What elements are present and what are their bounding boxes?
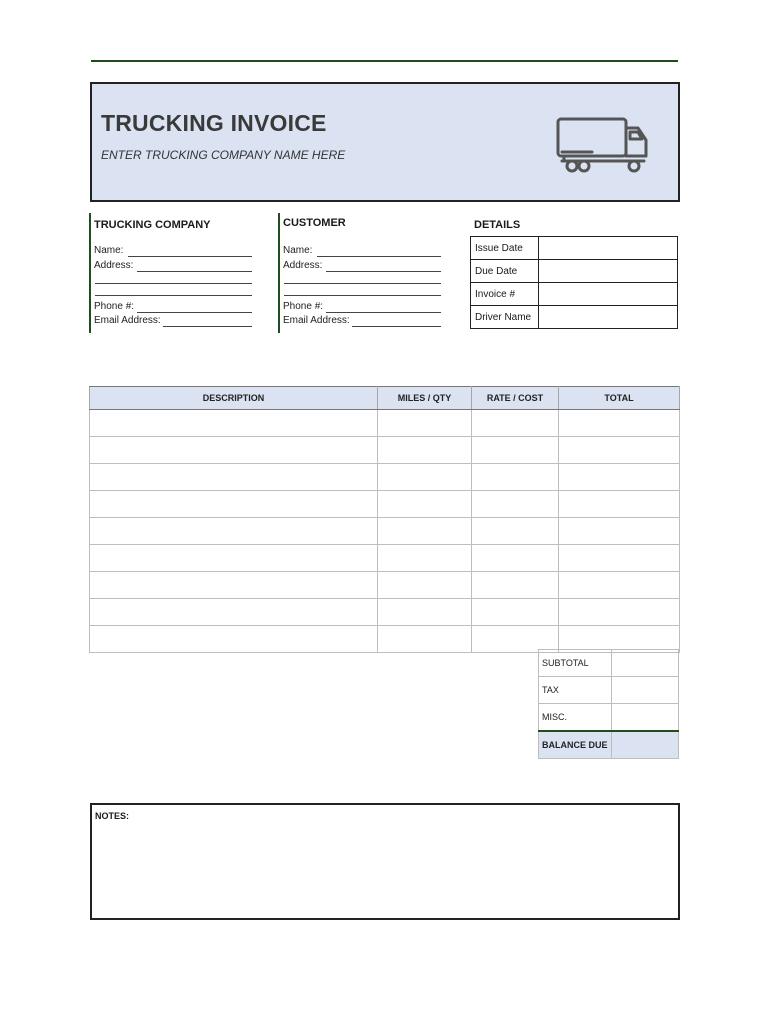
top-rule <box>91 60 678 62</box>
subtotal-label: SUBTOTAL <box>539 650 612 677</box>
customer-email-label: Email Address: <box>283 315 350 326</box>
customer-email-field[interactable] <box>352 326 441 327</box>
description-cell[interactable] <box>90 545 378 572</box>
details-heading: DETAILS <box>474 219 521 231</box>
rate-cost-cell[interactable] <box>472 599 559 626</box>
description-cell[interactable] <box>90 410 378 437</box>
company-email-label: Email Address: <box>94 315 161 326</box>
notes-label: NOTES: <box>95 811 130 821</box>
description-cell[interactable] <box>90 599 378 626</box>
total-cell[interactable] <box>559 518 680 545</box>
rate-cost-cell[interactable] <box>472 518 559 545</box>
customer-name-field[interactable] <box>317 256 441 257</box>
total-cell[interactable] <box>559 464 680 491</box>
rate-cost-cell[interactable] <box>472 572 559 599</box>
misc-label: MISC. <box>539 704 612 732</box>
invoice-number-field[interactable] <box>539 283 678 306</box>
tax-label: TAX <box>539 677 612 704</box>
trucking-company-heading: TRUCKING COMPANY <box>94 219 211 231</box>
description-cell[interactable] <box>90 572 378 599</box>
column-header-total: TOTAL <box>559 387 680 410</box>
driver-name-label: Driver Name <box>471 306 539 329</box>
company-address-label: Address: <box>94 260 134 271</box>
details-row-driver-name <box>471 306 678 329</box>
line-item-row <box>90 599 680 626</box>
miles-qty-cell[interactable] <box>378 518 472 545</box>
invoice-header <box>90 82 680 202</box>
rate-cost-cell[interactable] <box>472 464 559 491</box>
total-cell[interactable] <box>559 545 680 572</box>
misc-row <box>539 704 679 732</box>
company-address-line-2[interactable] <box>95 283 252 284</box>
details-table <box>470 236 678 329</box>
total-cell[interactable] <box>559 599 680 626</box>
rate-cost-cell[interactable] <box>472 410 559 437</box>
subtotal-row <box>539 650 679 677</box>
description-cell[interactable] <box>90 464 378 491</box>
balance-due-label: BALANCE DUE <box>539 731 612 759</box>
notes-box[interactable] <box>90 803 680 920</box>
description-cell[interactable] <box>90 491 378 518</box>
balance-due-value[interactable] <box>612 731 679 759</box>
miles-qty-cell[interactable] <box>378 491 472 518</box>
miles-qty-cell[interactable] <box>378 599 472 626</box>
due-date-field[interactable] <box>539 260 678 283</box>
issue-date-field[interactable] <box>539 237 678 260</box>
customer-name-label: Name: <box>283 245 313 256</box>
line-item-row <box>90 491 680 518</box>
description-cell[interactable] <box>90 626 378 653</box>
column-header-miles-qty: MILES / QTY <box>378 387 472 410</box>
miles-qty-cell[interactable] <box>378 437 472 464</box>
due-date-label: Due Date <box>471 260 539 283</box>
invoice-number-label: Invoice # <box>471 283 539 306</box>
description-cell[interactable] <box>90 437 378 464</box>
company-email-field[interactable] <box>163 326 252 327</box>
customer-phone-field[interactable] <box>326 312 441 313</box>
line-item-row <box>90 572 680 599</box>
miles-qty-cell[interactable] <box>378 545 472 572</box>
driver-name-field[interactable] <box>539 306 678 329</box>
column-header-description: DESCRIPTION <box>90 387 378 410</box>
truck-icon <box>552 114 652 174</box>
description-cell[interactable] <box>90 518 378 545</box>
line-item-row <box>90 545 680 572</box>
line-items-table <box>89 386 680 653</box>
miles-qty-cell[interactable] <box>378 572 472 599</box>
customer-address-line-2[interactable] <box>284 283 441 284</box>
totals-table <box>538 649 679 759</box>
rate-cost-cell[interactable] <box>472 545 559 572</box>
company-phone-field[interactable] <box>137 312 252 313</box>
customer-address-line-3[interactable] <box>284 295 441 296</box>
tax-value[interactable] <box>612 677 679 704</box>
column-header-rate-cost: RATE / COST <box>472 387 559 410</box>
customer-address-label: Address: <box>283 260 323 271</box>
line-items-header <box>90 387 680 410</box>
miles-qty-cell[interactable] <box>378 626 472 653</box>
customer-address-field[interactable] <box>326 271 441 272</box>
misc-value[interactable] <box>612 704 679 732</box>
line-item-row <box>90 464 680 491</box>
rate-cost-cell[interactable] <box>472 491 559 518</box>
customer-heading: CUSTOMER <box>283 217 346 229</box>
company-name-field[interactable] <box>128 256 252 257</box>
line-item-row <box>90 437 680 464</box>
line-item-row <box>90 410 680 437</box>
details-row-invoice-number <box>471 283 678 306</box>
issue-date-label: Issue Date <box>471 237 539 260</box>
customer-phone-label: Phone #: <box>283 301 324 312</box>
rate-cost-cell[interactable] <box>472 437 559 464</box>
company-address-field[interactable] <box>137 271 252 272</box>
balance-due-row <box>539 731 679 759</box>
details-row-due-date <box>471 260 678 283</box>
company-phone-label: Phone #: <box>94 301 135 312</box>
line-item-row <box>90 518 680 545</box>
trucking-company-section <box>89 213 266 333</box>
total-cell[interactable] <box>559 437 680 464</box>
miles-qty-cell[interactable] <box>378 410 472 437</box>
company-address-line-3[interactable] <box>95 295 252 296</box>
company-name-placeholder[interactable]: ENTER TRUCKING COMPANY NAME HERE <box>101 148 346 162</box>
total-cell[interactable] <box>559 491 680 518</box>
tax-row <box>539 677 679 704</box>
company-name-label: Name: <box>94 245 124 256</box>
total-cell[interactable] <box>559 572 680 599</box>
subtotal-value[interactable] <box>612 650 679 677</box>
customer-section <box>278 213 455 333</box>
total-cell[interactable] <box>559 410 680 437</box>
miles-qty-cell[interactable] <box>378 464 472 491</box>
invoice-title: TRUCKING INVOICE <box>101 110 327 136</box>
details-row-issue-date <box>471 237 678 260</box>
